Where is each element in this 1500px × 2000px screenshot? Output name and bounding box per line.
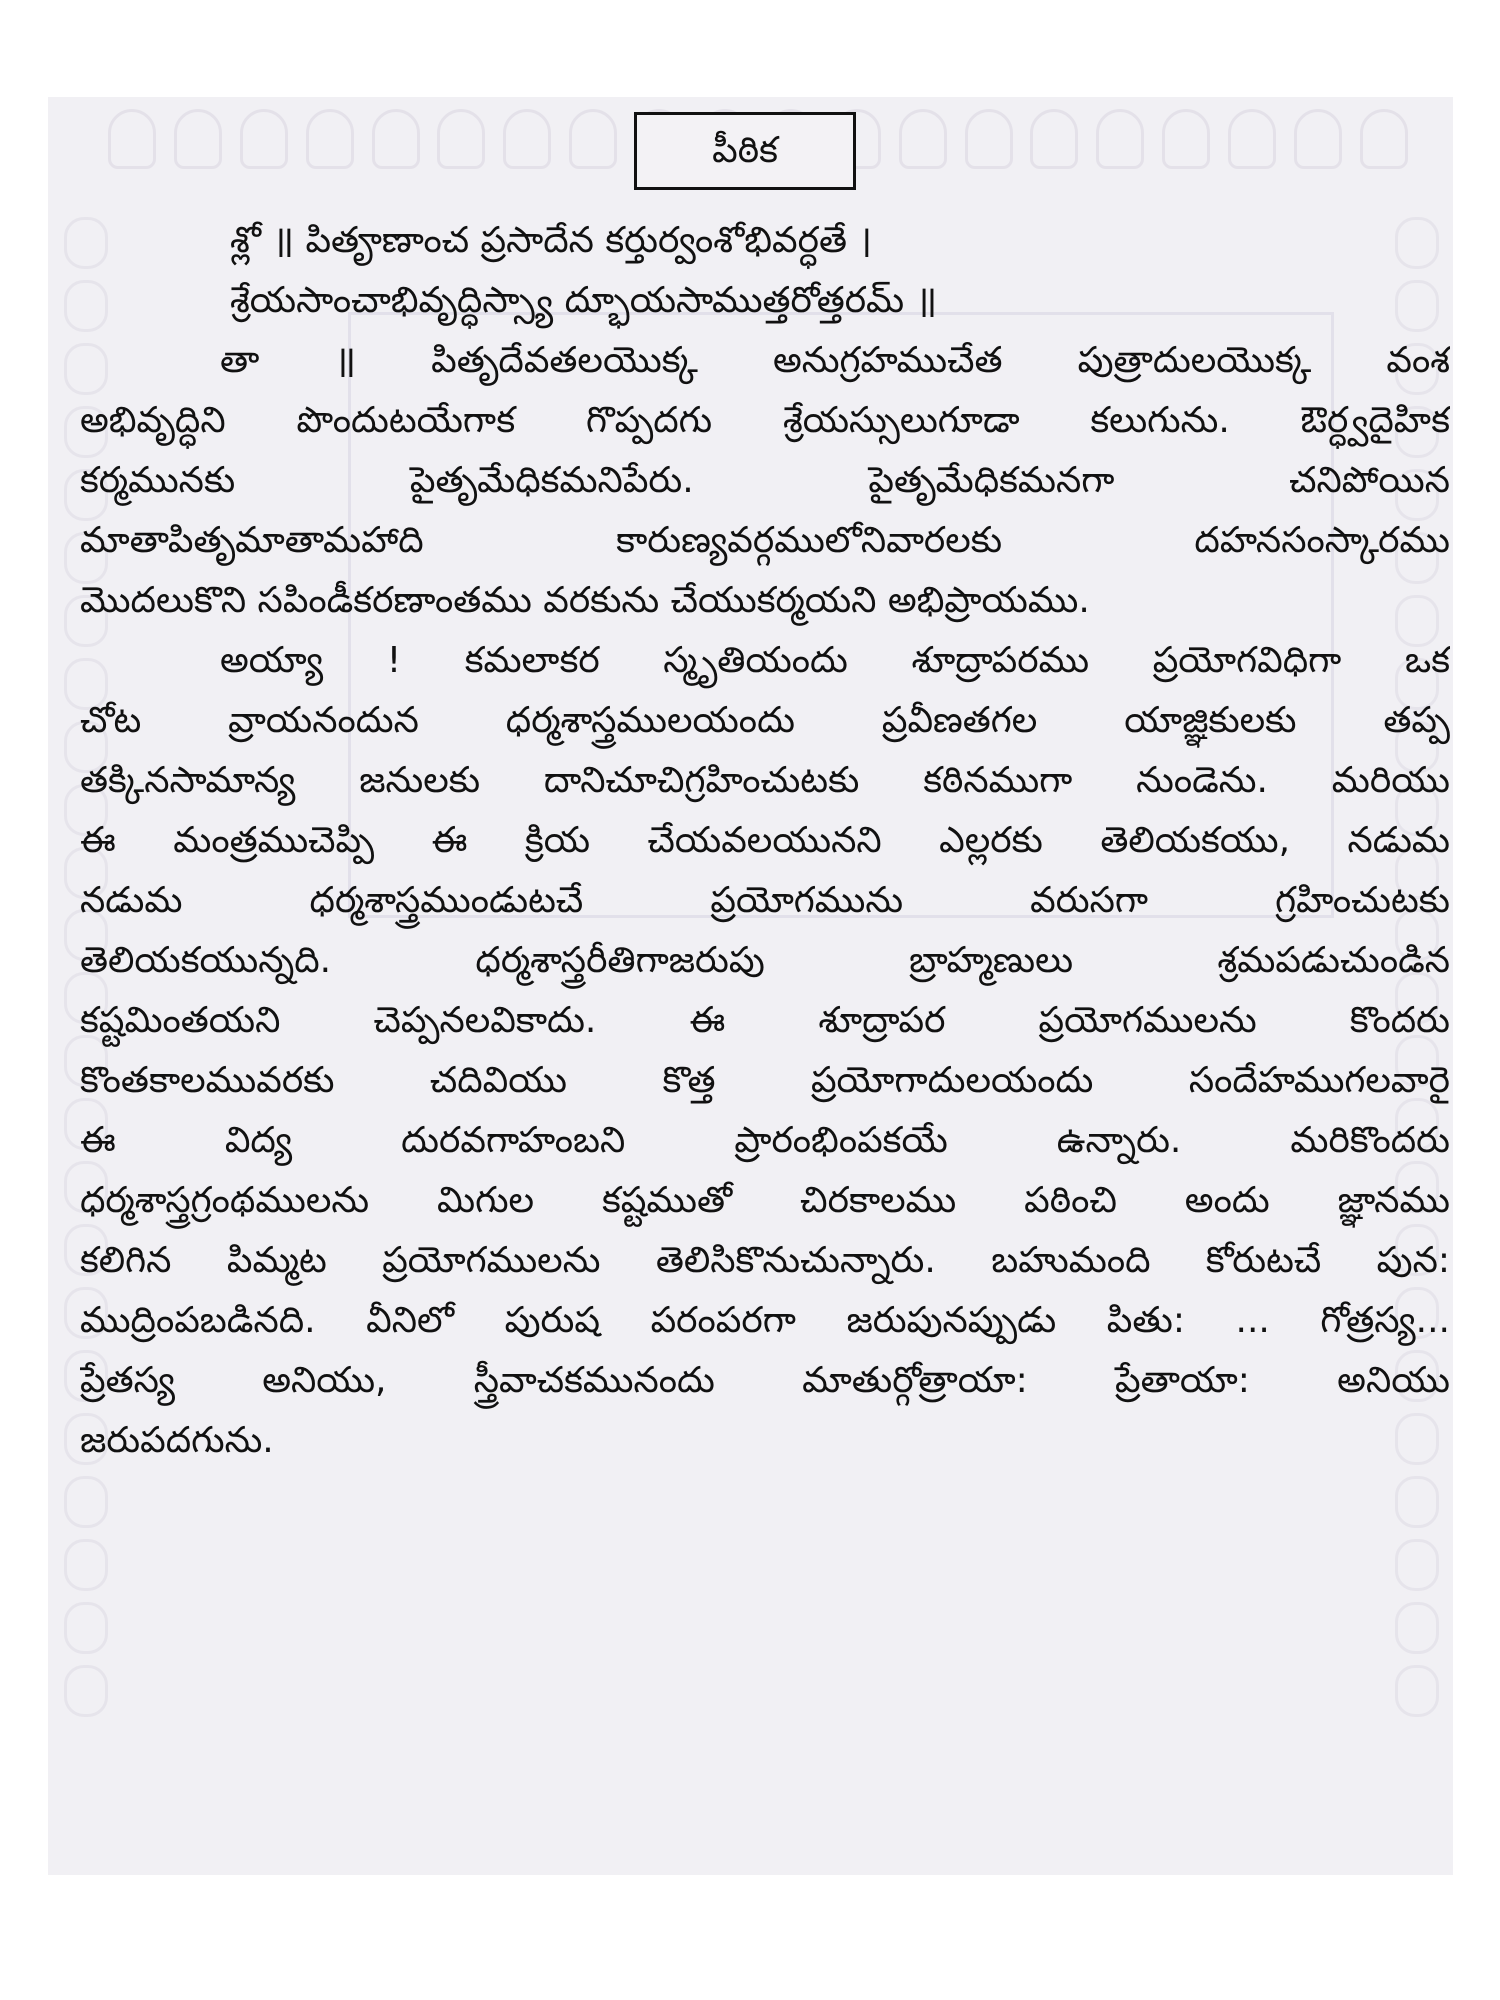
text-line: ఈ మంత్రముచెప్పి ఈ క్రియ చేయవలయునని ఎల్లరకు తెలియకయు, నడుమ bbox=[80, 820, 1450, 861]
text-line: ధర్మశాస్త్రగ్రంథములను మిగుల కష్టముతో చిరకాలము పఠించి అందు జ్ఞానము bbox=[80, 1180, 1450, 1221]
text-line: తా ॥ పితృదేవతలయొక్క అనుగ్రహముచేత పుత్రాదులయొక్క వంశ bbox=[220, 340, 1450, 381]
text-line: తెలియకయున్నది. ధర్మశాస్త్రరీతిగాజరుపు బ్రాహ్మణులు శ్రమపడుచుండిన bbox=[80, 940, 1450, 981]
text-line: అయ్యా ! కమలాకర స్మృతియందు శూద్రాపరము ప్రయోగవిధిగా ఒక bbox=[220, 640, 1450, 681]
text-line: తక్కినసామాన్య జనులకు దానిచూచిగ్రహించుటకు కఠినముగా నుండెను. మరియు bbox=[80, 760, 1450, 801]
text-line: మొదలుకొని సపిండీకరణాంతము వరకును చేయుకర్మయని అభిప్రాయము. bbox=[80, 580, 1090, 621]
text-line: కష్టమింతయని చెప్పనలవికాదు. ఈ శూద్రాపర ప్రయోగములను కొందరు bbox=[80, 1000, 1450, 1041]
text-line: అభివృద్ధిని పొందుటయేగాక గొప్పదగు శ్రేయస్సులుగూడా కలుగును. ఔర్ధ్వదైహిక bbox=[80, 400, 1450, 441]
text-line: శ్రేయసాంచాభివృద్ధిస్స్యా ద్భూయసాముత్తరోత్తరమ్ ॥ bbox=[230, 280, 938, 321]
text-line: శ్లో ॥ పితౄణాంచ ప్రసాదేన కర్తుర్వంశోభివర్ధతే । bbox=[230, 220, 873, 261]
heading-box bbox=[634, 112, 856, 190]
text-line: చోట వ్రాయనందున ధర్మశాస్త్రములయందు ప్రవీణతగల యాజ్ఞికులకు తప్ప bbox=[80, 700, 1450, 741]
text-line: నడుమ ధర్మశాస్త్రముండుటచే ప్రయోగమును వరుసగా గ్రహించుటకు bbox=[80, 880, 1450, 921]
text-line: కలిగిన పిమ్మట ప్రయోగములను తెలిసికొనుచున్నారు. బహుమంది కోరుటచే పున: bbox=[80, 1240, 1450, 1281]
text-line: ముద్రింపబడినది. వీనిలో పురుష పరంపరగా జరుపునప్పుడు పితు: ... గోత్రస్య... bbox=[80, 1300, 1450, 1341]
text-line: మాతాపితృమాతామహాది కారుణ్యవర్గములోనివారలకు దహనసంస్కారము bbox=[80, 520, 1450, 561]
body-text bbox=[80, 211, 1450, 1471]
text-line: కొంతకాలమువరకు చదివియు కొత్త ప్రయోగాదులయందు సందేహముగలవారై bbox=[80, 1060, 1450, 1101]
page-heading: పీఠిక bbox=[712, 130, 778, 171]
text-line: ఈ విద్య దురవగాహంబని ప్రారంభింపకయే ఉన్నారు. మరికొందరు bbox=[80, 1120, 1450, 1161]
text-line: కర్మమునకు పైతృమేధికమనిపేరు. పైతృమేధికమనగా చనిపోయిన bbox=[80, 460, 1450, 501]
text-line: జరుపదగును. bbox=[80, 1420, 274, 1461]
text-line: ప్రేతస్య అనియు, స్త్రీవాచకమునందు మాతుర్గోత్రాయా: ప్రేతాయా: అనియు bbox=[80, 1360, 1450, 1401]
book-page bbox=[48, 97, 1453, 1875]
